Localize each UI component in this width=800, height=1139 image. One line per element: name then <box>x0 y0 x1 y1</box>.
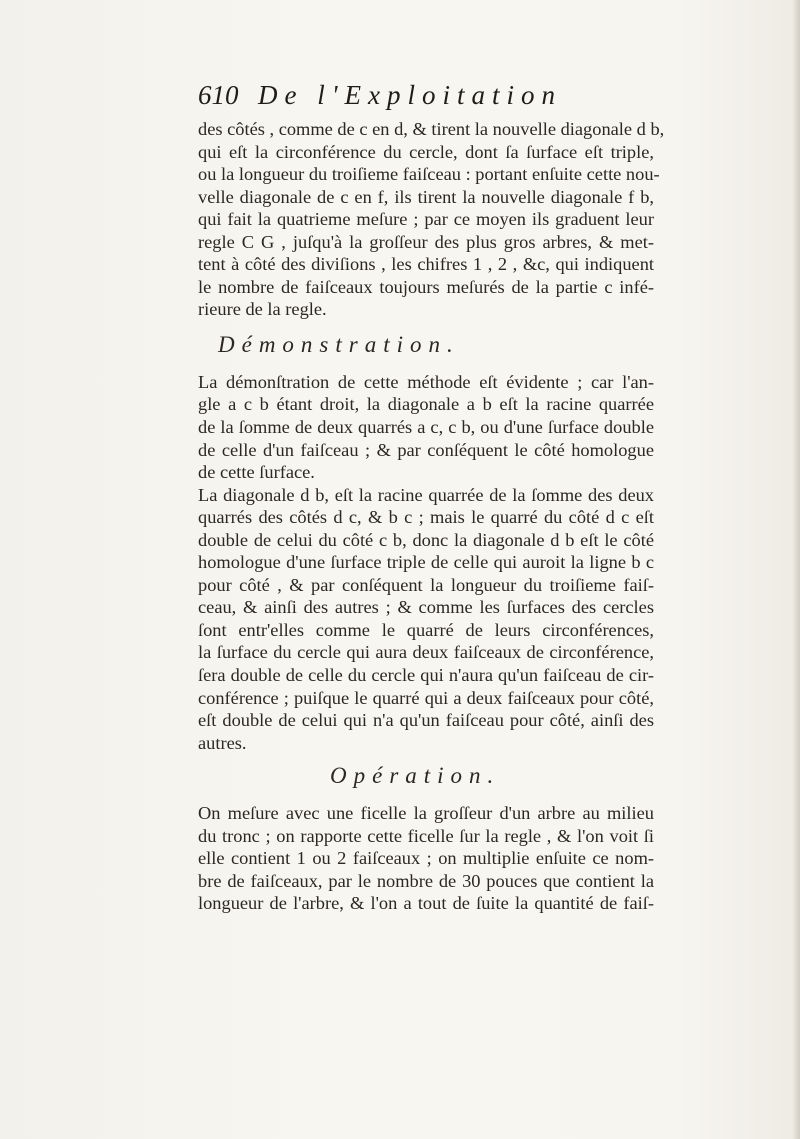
page-edge-shadow <box>792 0 800 1139</box>
text-line: autres. <box>198 732 247 753</box>
text-line: gle a c b étant droit, la diagonale a b eſt la racine quarrée <box>198 394 654 415</box>
paragraph-diagonal <box>198 484 654 755</box>
running-title: De l'Exploitation <box>258 80 562 110</box>
paragraph-continuation <box>198 118 665 321</box>
paragraph-operation <box>198 802 654 915</box>
text-line: qui eſt la circonférence du cercle, dont ſa ſurface eſt triple, <box>198 141 654 162</box>
text-line: tent à côté des diviſions , les chifres 1 , 2 , &c, qui indiquent <box>198 254 654 275</box>
text-line: de cette ſurface. <box>198 462 315 483</box>
text-line: regle C G , juſqu'à la groſſeur des plus gros arbres, & met- <box>198 231 654 252</box>
text-line: la ſurface du cercle qui aura deux faiſceaux de circonférence, <box>198 642 654 663</box>
text-line: de celle d'un faiſceau ; & par conſéquent le côté homologue <box>198 439 654 460</box>
text-line: elle contient 1 ou 2 faiſceaux ; on multiplie enſuite ce nom- <box>198 848 654 869</box>
text-line: de la ſomme de deux quarrés a c, c b, ou d'une ſurface double <box>198 417 654 438</box>
text-line: des côtés , comme de c en d, & tirent la nouvelle diagonale d b, <box>198 119 665 139</box>
text-line: ſont entr'elles comme le quarré de leurs circonférences, <box>198 619 654 640</box>
text-line: homologue d'une ſurface triple de celle qui auroit la ligne b c <box>198 552 654 573</box>
text-line: pour côté , & par conſéquent la longueur du troiſieme faiſ- <box>198 574 654 595</box>
page-body <box>198 118 665 915</box>
text-line: ou la longueur du troiſieme faiſceau : portant enſuite cette nou- <box>198 164 660 185</box>
section-heading-operation: Opération. <box>330 763 501 789</box>
text-line: velle diagonale de c en f, ils tirent la nouvelle diagonale f b, <box>198 186 654 207</box>
text-line: le nombre de faiſceaux toujours meſurés de la partie c infé- <box>198 276 654 297</box>
text-line: eſt double de celui qui n'a qu'un faiſceau pour côté, ainſi des <box>198 710 654 731</box>
text-line: qui fait la quatrieme meſure ; par ce moyen ils graduent leur <box>198 209 654 230</box>
text-line: La démonſtration de cette méthode eſt évidente ; car l'an- <box>198 371 654 392</box>
text-line: La diagonale d b, eſt la racine quarrée de la ſomme des deux <box>198 484 654 505</box>
text-line: double de celui du côté c b, donc la diagonale d b eſt le côté <box>198 529 654 550</box>
text-line: rieure de la regle. <box>198 299 327 320</box>
text-line: ceau, & ainſi des autres ; & comme les ſurfaces des cercles <box>198 597 654 618</box>
text-line: quarrés des côtés d c, & b c ; mais le quarré du côté d c eſt <box>198 507 654 528</box>
text-line: longueur de l'arbre, & l'on a tout de ſuite la quantité de faiſ- <box>198 893 654 914</box>
text-line: conférence ; puiſque le quarré qui a deux faiſceaux pour côté, <box>198 687 654 708</box>
page-number: 610 <box>198 80 239 110</box>
page-header <box>198 80 658 116</box>
section-heading-demonstration: Démonstration. <box>218 331 460 357</box>
text-line: du tronc ; on rapporte cette ficelle ſur la regle , & l'on voit ſi <box>198 825 654 846</box>
text-line: bre de faiſceaux, par le nombre de 30 pouces que contient la <box>198 870 654 891</box>
paragraph-demonstration <box>198 371 654 484</box>
text-line: ſera double de celle du cercle qui n'aura qu'un faiſceau de cir- <box>198 665 654 686</box>
text-line: On meſure avec une ficelle la groſſeur d'un arbre au milieu <box>198 803 654 824</box>
